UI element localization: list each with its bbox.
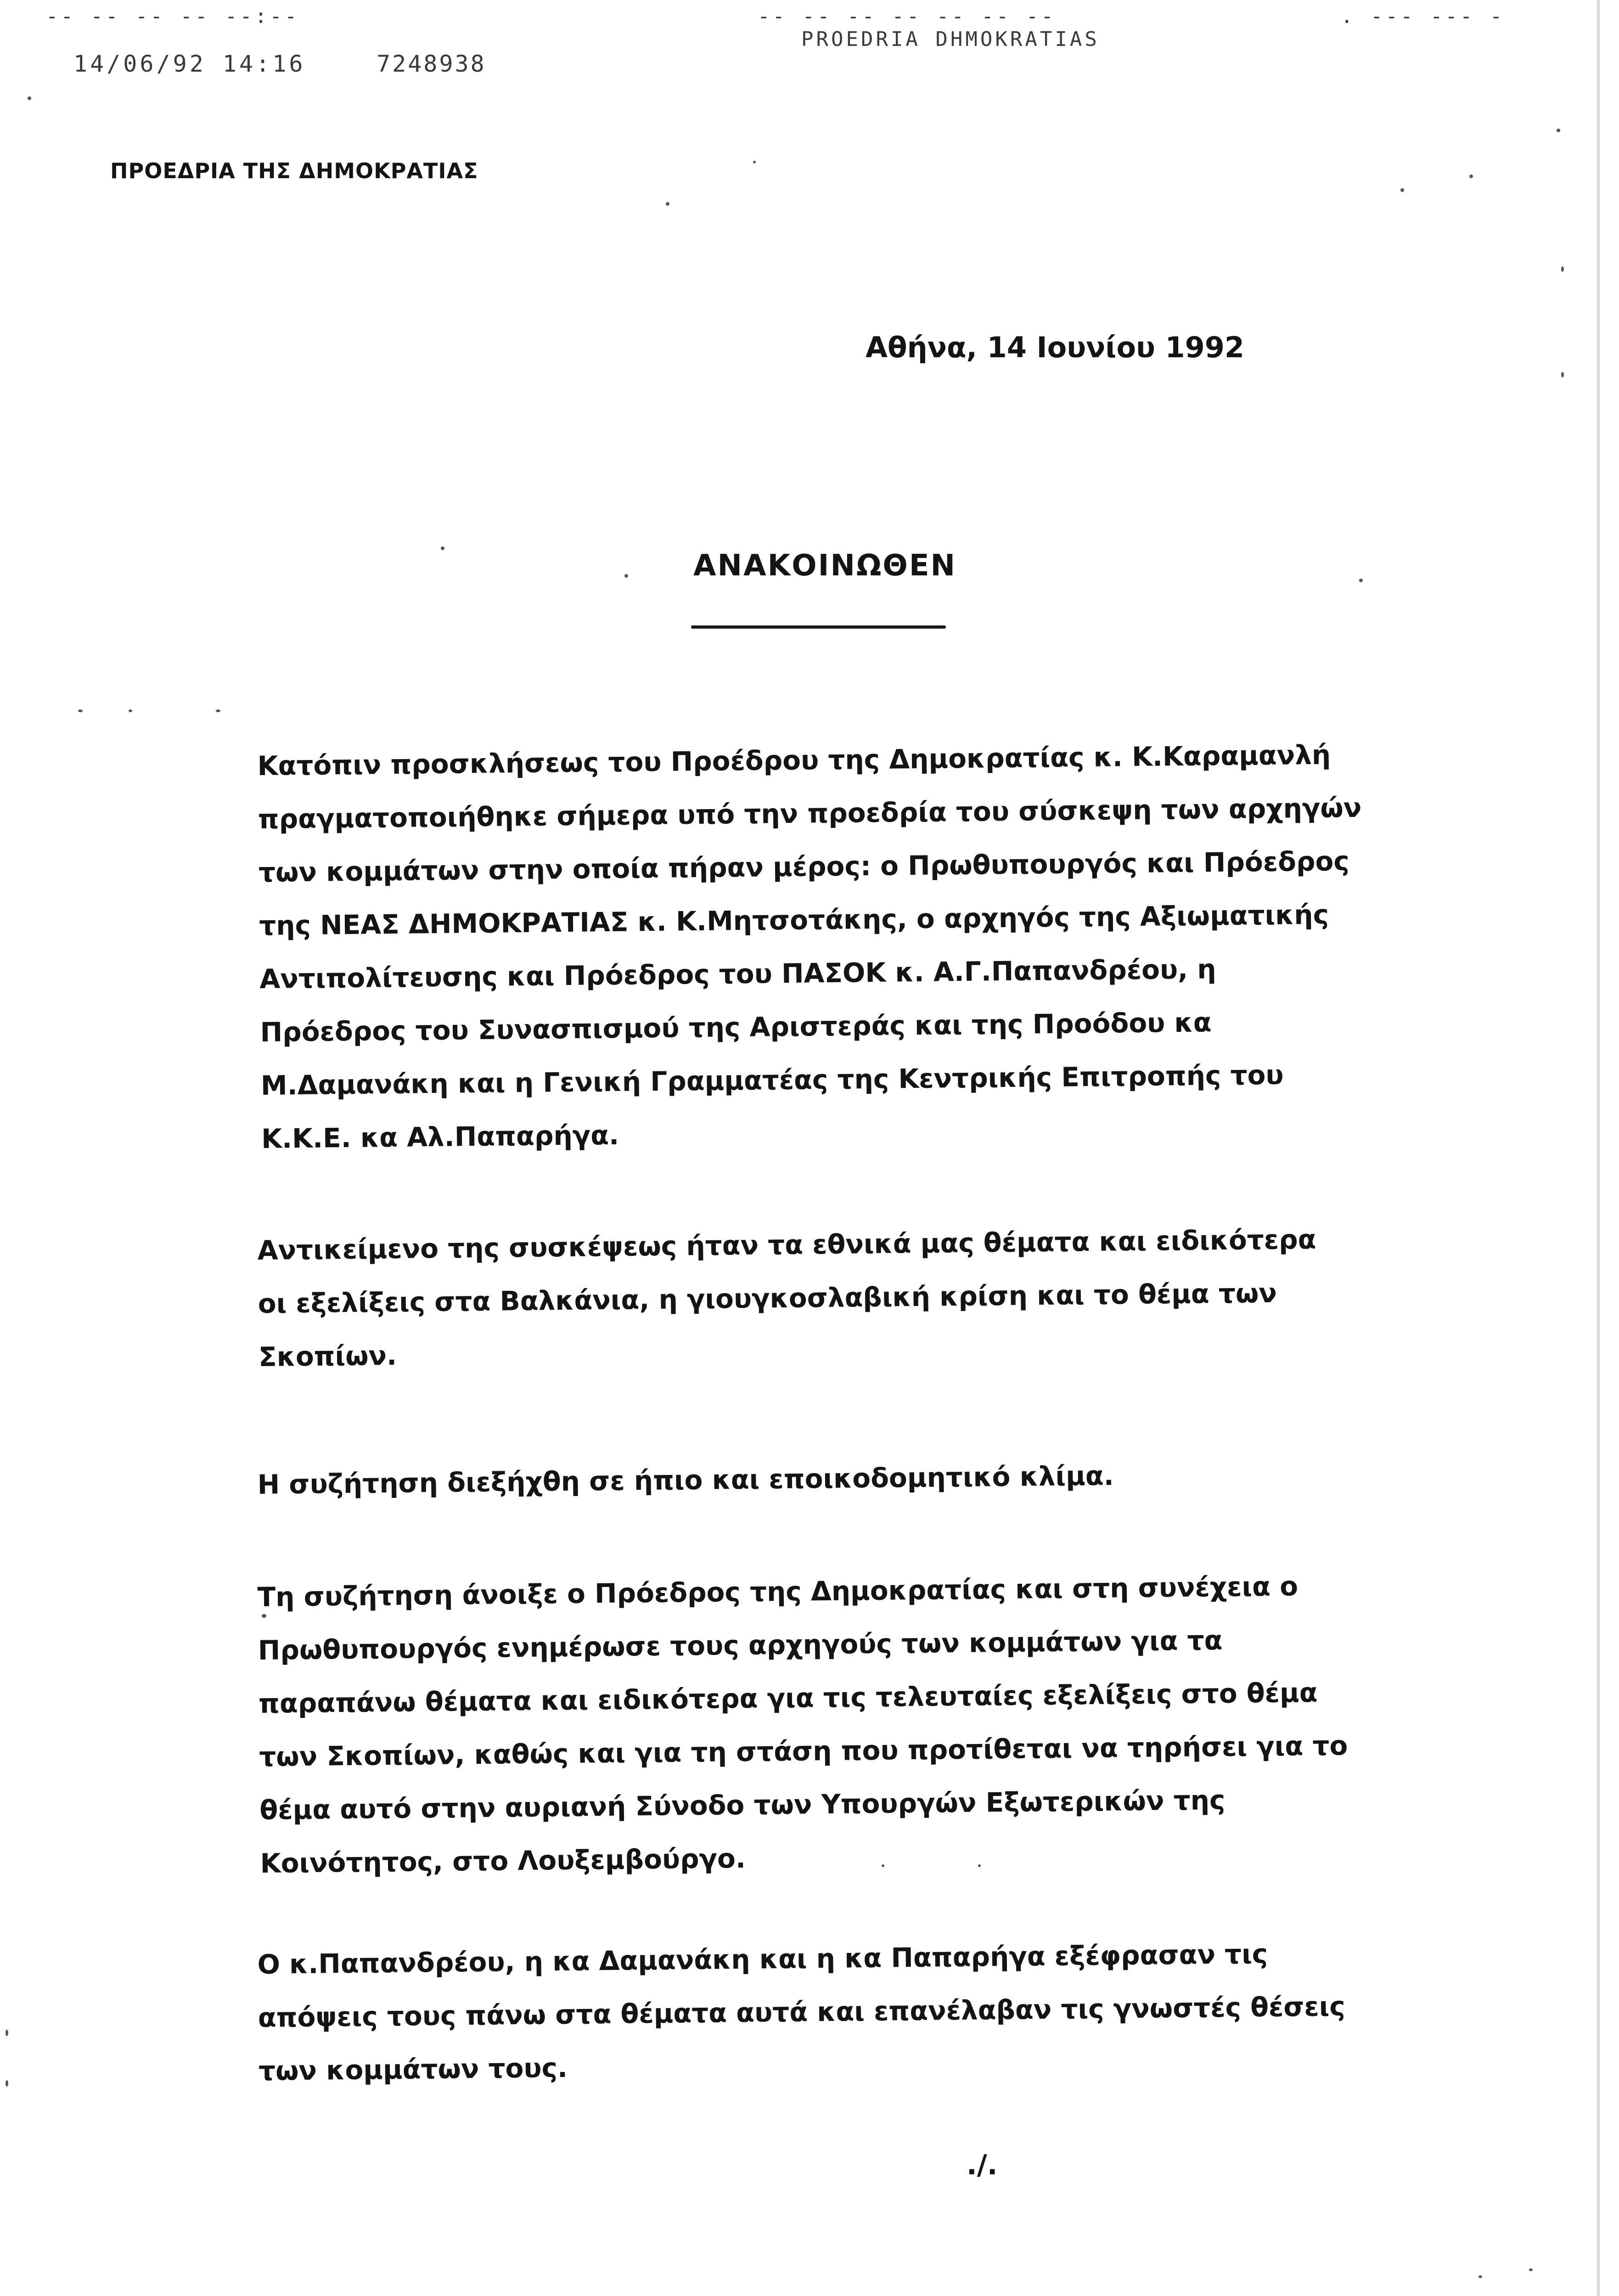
fax-header-top-mid: -- -- -- -- -- -- -- <box>758 5 1056 28</box>
scan-speck <box>1400 188 1404 192</box>
scan-speck <box>1478 2275 1482 2278</box>
paragraph-line: θέμα αυτό στην αυριανή Σύνοδο των Υπουργών Εξωτερικών της <box>259 1784 1225 1826</box>
scan-speck <box>624 574 628 578</box>
date-line: Αθήνα, 14 Ιουνίου 1992 <box>866 331 1245 364</box>
scan-speck <box>28 96 31 100</box>
paragraph-line: Αντιπολίτευσης και Πρόεδρος του ΠΑΣΟΚ κ. Α.Γ.Παπανδρέου, η <box>259 953 1216 995</box>
scan-speck <box>441 546 444 550</box>
scan-speck <box>1359 579 1363 582</box>
paragraph-line: Τη συζήτηση άνοιξε ο Πρόεδρος της Δημοκρατίας και στη συνέχεια ο <box>257 1570 1299 1613</box>
paragraph-line: παραπάνω θέματα και ειδικότερα για τις τελευταίες εξελίξεις στο θέμα <box>258 1677 1318 1719</box>
scan-speck <box>6 2080 8 2087</box>
scan-speck <box>978 1864 981 1867</box>
scan-speck <box>666 202 669 206</box>
fax-datetime: 14/06/92 14:16 <box>73 51 306 77</box>
paragraph-line: των Σκοπίων, καθώς και για τη στάση που προτίθεται να τηρήσει για το <box>259 1730 1348 1773</box>
document-title: ΑΝΑΚΟΙΝΩΘΕΝ <box>693 549 957 583</box>
paragraph-line: Πρόεδρος του Συνασπισμού της Αριστεράς και της Προόδου κα <box>260 1007 1212 1048</box>
paragraph-line: Κατόπιν προσκλήσεως του Προέδρου της Δημοκρατίας κ. Κ.Καραμανλή <box>257 739 1331 782</box>
paragraph-line: Σκοπίων. <box>258 1339 397 1373</box>
paragraph-line: Αντικείμενο της συσκέψεως ήταν τα εθνικά μας θέματα και ειδικότερα <box>257 1223 1316 1266</box>
scan-speck <box>6 2030 8 2036</box>
paragraph-line: της ΝΕΑΣ ΔΗΜΟΚΡΑΤΙΑΣ κ. Κ.Μητσοτάκης, ο αρχηγός της Αξιωματικής <box>259 899 1329 941</box>
paragraph-line: Πρωθυπουργός ενημέρωσε τους αρχηγούς των κομμάτων για τα <box>258 1624 1223 1666</box>
paragraph-line: οι εξελίξεις στα Βαλκάνια, η γιουγκοσλαβική κρίση και το θέμα των <box>258 1277 1277 1319</box>
paragraph-line: Ο κ.Παπανδρέου, η κα Δαμανάκη και η κα Παπαρήγα εξέφρασαν τις <box>257 1938 1268 1980</box>
scan-speck <box>882 1864 884 1867</box>
paragraph-line: Μ.Δαμανάκη και η Γενική Γραμματέας της Κεντρικής Επιτροπής του <box>260 1059 1284 1101</box>
paragraph-2 <box>257 1211 1434 1384</box>
paragraph-3 <box>257 1446 1433 1511</box>
page-edge-shadow <box>1597 0 1600 2296</box>
paragraph-line: των κομμάτων τους. <box>258 2052 568 2087</box>
scan-speck <box>78 709 83 712</box>
page-continuation-mark: ./. <box>967 2149 998 2181</box>
scan-speck <box>1561 372 1564 377</box>
paragraph-1 <box>257 727 1437 1165</box>
scan-speck <box>262 1614 266 1618</box>
fax-header-top-right: . --- --- - <box>1341 5 1505 28</box>
scan-speck <box>129 709 132 712</box>
paragraph-4 <box>257 1558 1436 1890</box>
fax-sender-id: PROEDRIA DHMOKRATIAS <box>801 28 1100 51</box>
scan-speck <box>753 161 756 163</box>
scan-speck <box>1529 2268 1533 2271</box>
scan-speck <box>1469 174 1473 178</box>
scan-speck <box>216 709 220 712</box>
paragraph-line: Η συζήτηση διεξήχθη σε ήπιο και εποικοδομητικό κλίμα. <box>257 1460 1114 1500</box>
paragraph-line: Κ.Κ.Ε. κα Αλ.Παπαρήγα. <box>261 1119 619 1154</box>
title-underline <box>691 625 946 629</box>
paragraph-line: Κοινότητος, στο Λουξεμβούργο. <box>260 1842 746 1879</box>
paragraph-line: πραγματοποιήθηκε σήμερα υπό την προεδρία του σύσκεψη των αρχηγών <box>258 792 1362 835</box>
fax-number: 7248938 <box>377 51 486 77</box>
letterhead: ΠΡΟΕΔΡΙΑ ΤΗΣ ΔΗΜΟΚΡΑΤΙΑΣ <box>110 158 478 183</box>
paragraph-line: απόψεις τους πάνω στα θέματα αυτά και επανέλαβαν τις γνωστές θέσεις <box>258 1991 1346 2033</box>
fax-header-top-left: -- -- -- -- --:-- <box>46 5 300 28</box>
paragraph-5 <box>257 1925 1434 2098</box>
scan-speck <box>1561 266 1564 272</box>
scan-speck <box>1557 129 1560 132</box>
paragraph-line: των κομμάτων στην οποία πήραν μέρος: ο Πρωθυπουργός και Πρόεδρος <box>258 845 1349 888</box>
